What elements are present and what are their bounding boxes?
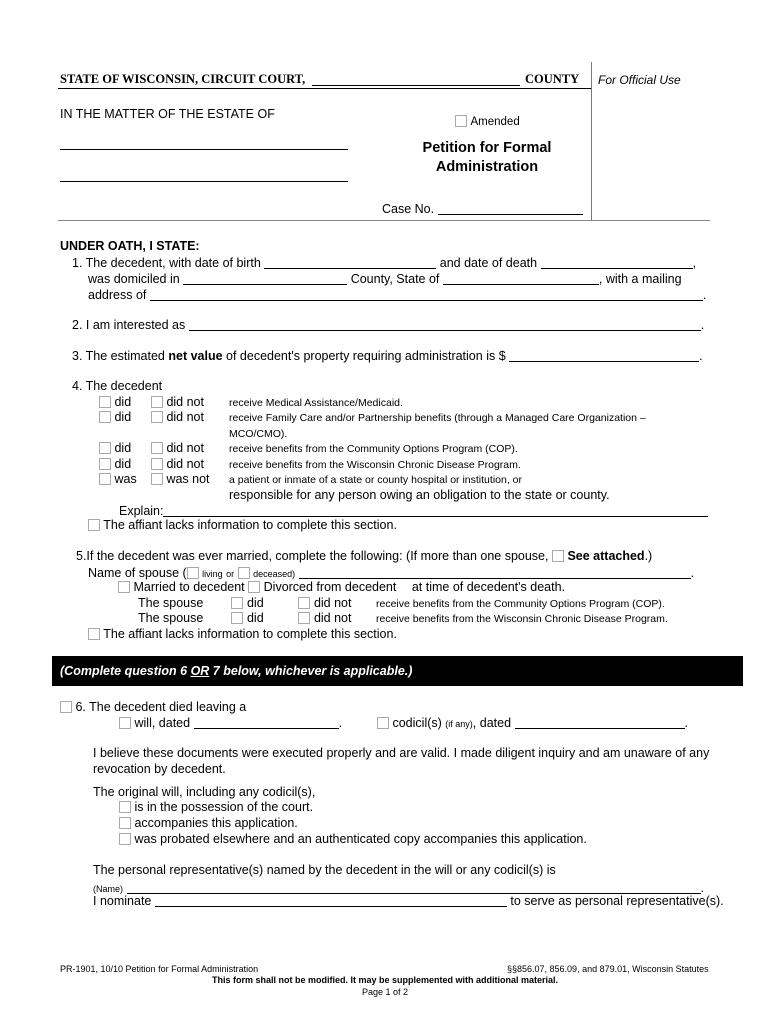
domicile-state-field[interactable]: [443, 271, 599, 285]
serve-label: to serve as personal representative(s).: [510, 894, 724, 908]
at-time-label: at time of decedent's death.: [411, 580, 566, 594]
spouse-name-label: Name of spouse (: [88, 566, 187, 580]
q5-affiant-checkbox[interactable]: [88, 628, 100, 640]
q4-row-4-no-checkbox[interactable]: [151, 458, 163, 470]
case-number-field[interactable]: [438, 201, 583, 215]
estate-matter-label: IN THE MATTER OF THE ESTATE OF: [60, 107, 275, 121]
court-name: STATE OF WISCONSIN, CIRCUIT COURT,: [60, 72, 306, 86]
q4-affiant-option[interactable]: [88, 518, 397, 532]
q6-label-line: [60, 700, 246, 714]
q4-row-3: [99, 441, 204, 455]
q6-original-will: The original will, including any codicil(s),: [93, 785, 316, 799]
q6-believe-2: revocation by decedent.: [93, 762, 226, 776]
q1-state-label: County, State of: [350, 272, 440, 286]
q4-row-3-yes-checkbox[interactable]: [99, 442, 111, 454]
q4-row-1-no-checkbox[interactable]: [151, 396, 163, 408]
q5-affiant-option[interactable]: [88, 627, 397, 641]
codicil-label: codicil(s): [392, 716, 442, 730]
spouse-row-1-no-label: did not: [313, 596, 352, 610]
net-value-field[interactable]: [509, 348, 699, 362]
possession-label: is in the possession of the court.: [134, 800, 314, 814]
spouse-row-1-yes-label: did: [246, 596, 264, 610]
q5-spouse-period: .: [690, 566, 695, 580]
q4-explain: [119, 503, 708, 518]
q4-explain-field[interactable]: [163, 503, 708, 517]
footer-form-id: PR-1901, 10/10 Petition for Formal Administration: [60, 964, 259, 974]
q6-believe-1: I believe these documents were executed properly and are valid. I made diligent inquiry and am unaware of any: [93, 746, 710, 760]
q6-option-3[interactable]: [119, 832, 587, 846]
q6-will-line: [119, 715, 342, 730]
q1-period: .: [702, 288, 707, 302]
q4-row-5: [99, 472, 210, 486]
pr-name-field[interactable]: [127, 880, 701, 894]
official-use-label: For Official Use: [598, 73, 681, 87]
will-label: will, dated: [134, 716, 191, 730]
nominate-label: I nominate: [93, 894, 152, 908]
q6-nominate-line: [93, 893, 724, 908]
q5-spouse-row-2: [138, 611, 351, 625]
q4-row-3-text: receive benefits from the Community Options Program (COP).: [229, 443, 518, 455]
oath-heading: UNDER OATH, I STATE:: [60, 239, 200, 253]
q5-text: 5.If the decedent was ever married, complete the following: (If more than one spouse,: [76, 549, 549, 563]
q4-row-2-no-checkbox[interactable]: [151, 411, 163, 423]
nominee-field[interactable]: [155, 893, 507, 907]
accompanies-checkbox[interactable]: [119, 817, 131, 829]
death-date-field[interactable]: [541, 255, 693, 269]
possession-checkbox[interactable]: [119, 801, 131, 813]
q4-row-1-text: receive Medical Assistance/Medicaid.: [229, 397, 403, 409]
header-bottom-rule: [58, 220, 710, 221]
q4-row-3-no-checkbox[interactable]: [151, 442, 163, 454]
q3-period: .: [699, 349, 703, 363]
mailing-address-field[interactable]: [150, 287, 703, 301]
q4-label: 4. The decedent: [72, 379, 163, 393]
spouse-row-2-yes-checkbox[interactable]: [231, 612, 243, 624]
spouse-row-2-yes-label: did: [246, 611, 264, 625]
q4-explain-label: Explain:: [119, 504, 164, 518]
banner-text-2: 7 below, whichever is applicable.): [209, 664, 413, 678]
q4-mco-text: MCO/CMO).: [229, 428, 288, 440]
q4-row-2-yes-label: did: [114, 410, 132, 424]
domicile-county-field[interactable]: [183, 271, 347, 285]
q3-text-2: of decedent's property requiring administration is $: [222, 349, 506, 363]
codicil-date-field[interactable]: [515, 715, 685, 729]
county-field[interactable]: [312, 72, 520, 86]
decedent-name-line-2[interactable]: [60, 168, 348, 182]
q4-affiant-checkbox[interactable]: [88, 519, 100, 531]
q1-line-2: [88, 271, 682, 286]
q4-row-5-text: a patient or inmate of a state or county hospital or institution, or: [229, 474, 522, 486]
q3-text: 3. The estimated: [72, 349, 169, 363]
spouse-or-label: or: [226, 569, 235, 579]
q1-address-label: address of: [88, 288, 147, 302]
q4-row-5-yes-checkbox[interactable]: [99, 473, 111, 485]
spouse-deceased-checkbox[interactable]: [238, 567, 250, 579]
q4-row-1-yes-label: did: [114, 395, 132, 409]
q4-row-2-no-label: did not: [166, 410, 204, 424]
spouse-row-1-no-checkbox[interactable]: [298, 597, 310, 609]
spouse-row-2-text: receive benefits from the Wisconsin Chronic Disease Program.: [376, 613, 668, 625]
will-checkbox[interactable]: [119, 717, 131, 729]
q4-affiant-label: The affiant lacks information to complete this section.: [103, 518, 397, 532]
q4-row-4-yes-label: did: [114, 457, 132, 471]
married-label: Married to decedent: [133, 580, 245, 594]
q5-close: .): [644, 549, 653, 563]
q4-row-5-no-checkbox[interactable]: [151, 473, 163, 485]
q1-domicile-label: was domiciled in: [88, 272, 180, 286]
q4-row-3-yes-label: did: [114, 441, 132, 455]
q2-line: [72, 317, 704, 332]
see-attached-label: See attached: [567, 549, 645, 563]
q4-row-5-yes-label: was: [114, 472, 137, 486]
q6-codicil-line: [377, 715, 688, 730]
q3-net-value: net value: [168, 349, 223, 363]
amended-checkbox[interactable]: [455, 115, 467, 127]
q6-label: 6. The decedent died leaving a: [75, 700, 247, 714]
form-title: [390, 139, 584, 177]
amended-label: Amended: [470, 116, 520, 128]
case-number-label: Case No.: [382, 202, 435, 216]
q4-row-1-no-label: did not: [166, 395, 204, 409]
q5-spouse-row-1: [138, 596, 351, 610]
birth-date-field[interactable]: [264, 255, 436, 269]
q1-mailing-label: , with a mailing: [598, 272, 682, 286]
banner-or: OR: [190, 664, 210, 678]
q5-affiant-label: The affiant lacks information to complete this section.: [103, 627, 397, 641]
q4-row-1: [99, 395, 204, 409]
q4-row-2: [99, 410, 204, 424]
spouse-row-2-no-label: did not: [313, 611, 352, 625]
see-attached-checkbox[interactable]: [552, 550, 564, 562]
court-heading: [60, 72, 305, 87]
footer-page-number: Page 1 of 2: [361, 987, 409, 997]
codicil-dated-label: , dated: [472, 716, 512, 730]
q2-text: 2. I am interested as: [72, 318, 186, 332]
q4-row-3-no-label: did not: [166, 441, 204, 455]
q4-row-5-no-label: was not: [166, 472, 210, 486]
q6-option-2[interactable]: [119, 816, 298, 830]
q1-line-3: [88, 287, 706, 302]
header-rule: [58, 88, 591, 89]
codicil-period: .: [684, 716, 688, 730]
spouse-name-field[interactable]: [299, 565, 691, 579]
q5-line-1: [76, 549, 652, 563]
spouse-row-2-no-checkbox[interactable]: [298, 612, 310, 624]
q6-option-1[interactable]: [119, 800, 313, 814]
q4-row-4-no-label: did not: [166, 457, 204, 471]
county-label: COUNTY: [525, 72, 580, 86]
q5-spouse-line: [88, 565, 694, 580]
banner-text: (Complete question 6: [60, 664, 191, 678]
spouse-living-label: living: [202, 569, 223, 579]
spouse-deceased-label: deceased): [253, 569, 296, 579]
q3-line: [72, 348, 703, 363]
accompanies-label: accompanies this application.: [134, 816, 298, 830]
probated-elsewhere-label: was probated elsewhere and an authenticated copy accompanies this application.: [134, 832, 587, 846]
q4-responsible-text: responsible for any person owing an obligation to the state or county.: [229, 488, 610, 502]
q5-marital-line: [118, 580, 565, 594]
pr-name-period: .: [700, 881, 704, 895]
q4-row-4: [99, 457, 204, 471]
q1-death-label: and date of death: [439, 256, 538, 270]
amended-option[interactable]: [455, 114, 520, 128]
footer-warning: This form shall not be modified. It may be supplemented with additional material.: [211, 975, 559, 985]
divorced-checkbox[interactable]: [248, 581, 260, 593]
form-title-line-1: Petition for Formal: [422, 140, 552, 156]
q1-comma: ,: [692, 256, 697, 270]
form-title-line-2: Administration: [435, 159, 539, 175]
will-date-field[interactable]: [194, 715, 339, 729]
spouse-row-1-yes-checkbox[interactable]: [231, 597, 243, 609]
instruction-banner: [52, 656, 743, 686]
codicil-checkbox[interactable]: [377, 717, 389, 729]
q2-period: .: [700, 318, 705, 332]
q1-line-1: [72, 255, 696, 270]
footer-statutes: §§856.07, 856.09, and 879.01, Wisconsin Statutes: [507, 964, 709, 974]
codicil-if-any: (if any): [445, 719, 473, 729]
q6-checkbox[interactable]: [60, 701, 72, 713]
spouse-row-1-text: receive benefits from the Community Options Program (COP).: [376, 598, 665, 610]
married-checkbox[interactable]: [118, 581, 130, 593]
q1-text: 1. The decedent, with date of birth: [72, 256, 261, 270]
will-period: .: [338, 716, 343, 730]
spouse-row-2-label: The spouse: [138, 611, 204, 625]
case-number: [382, 201, 583, 216]
spouse-row-1-label: The spouse: [138, 596, 204, 610]
pr-name-label: (Name): [93, 884, 124, 894]
divorced-label: Divorced from decedent: [263, 580, 397, 594]
decedent-name-line-1[interactable]: [60, 136, 348, 150]
probated-elsewhere-checkbox[interactable]: [119, 833, 131, 845]
q4-row-2-yes-checkbox[interactable]: [99, 411, 111, 423]
q4-row-1-yes-checkbox[interactable]: [99, 396, 111, 408]
spouse-living-checkbox[interactable]: [187, 567, 199, 579]
q4-row-2-text: receive Family Care and/or Partnership benefits (through a Managed Care Organization –: [229, 412, 646, 424]
q4-row-4-yes-checkbox[interactable]: [99, 458, 111, 470]
q6-pr-text: The personal representative(s) named by the decedent in the will or any codicil(s) is: [93, 863, 556, 877]
interest-field[interactable]: [189, 317, 701, 331]
q4-row-4-text: receive benefits from the Wisconsin Chronic Disease Program.: [229, 459, 521, 471]
official-use-divider: [591, 62, 592, 220]
